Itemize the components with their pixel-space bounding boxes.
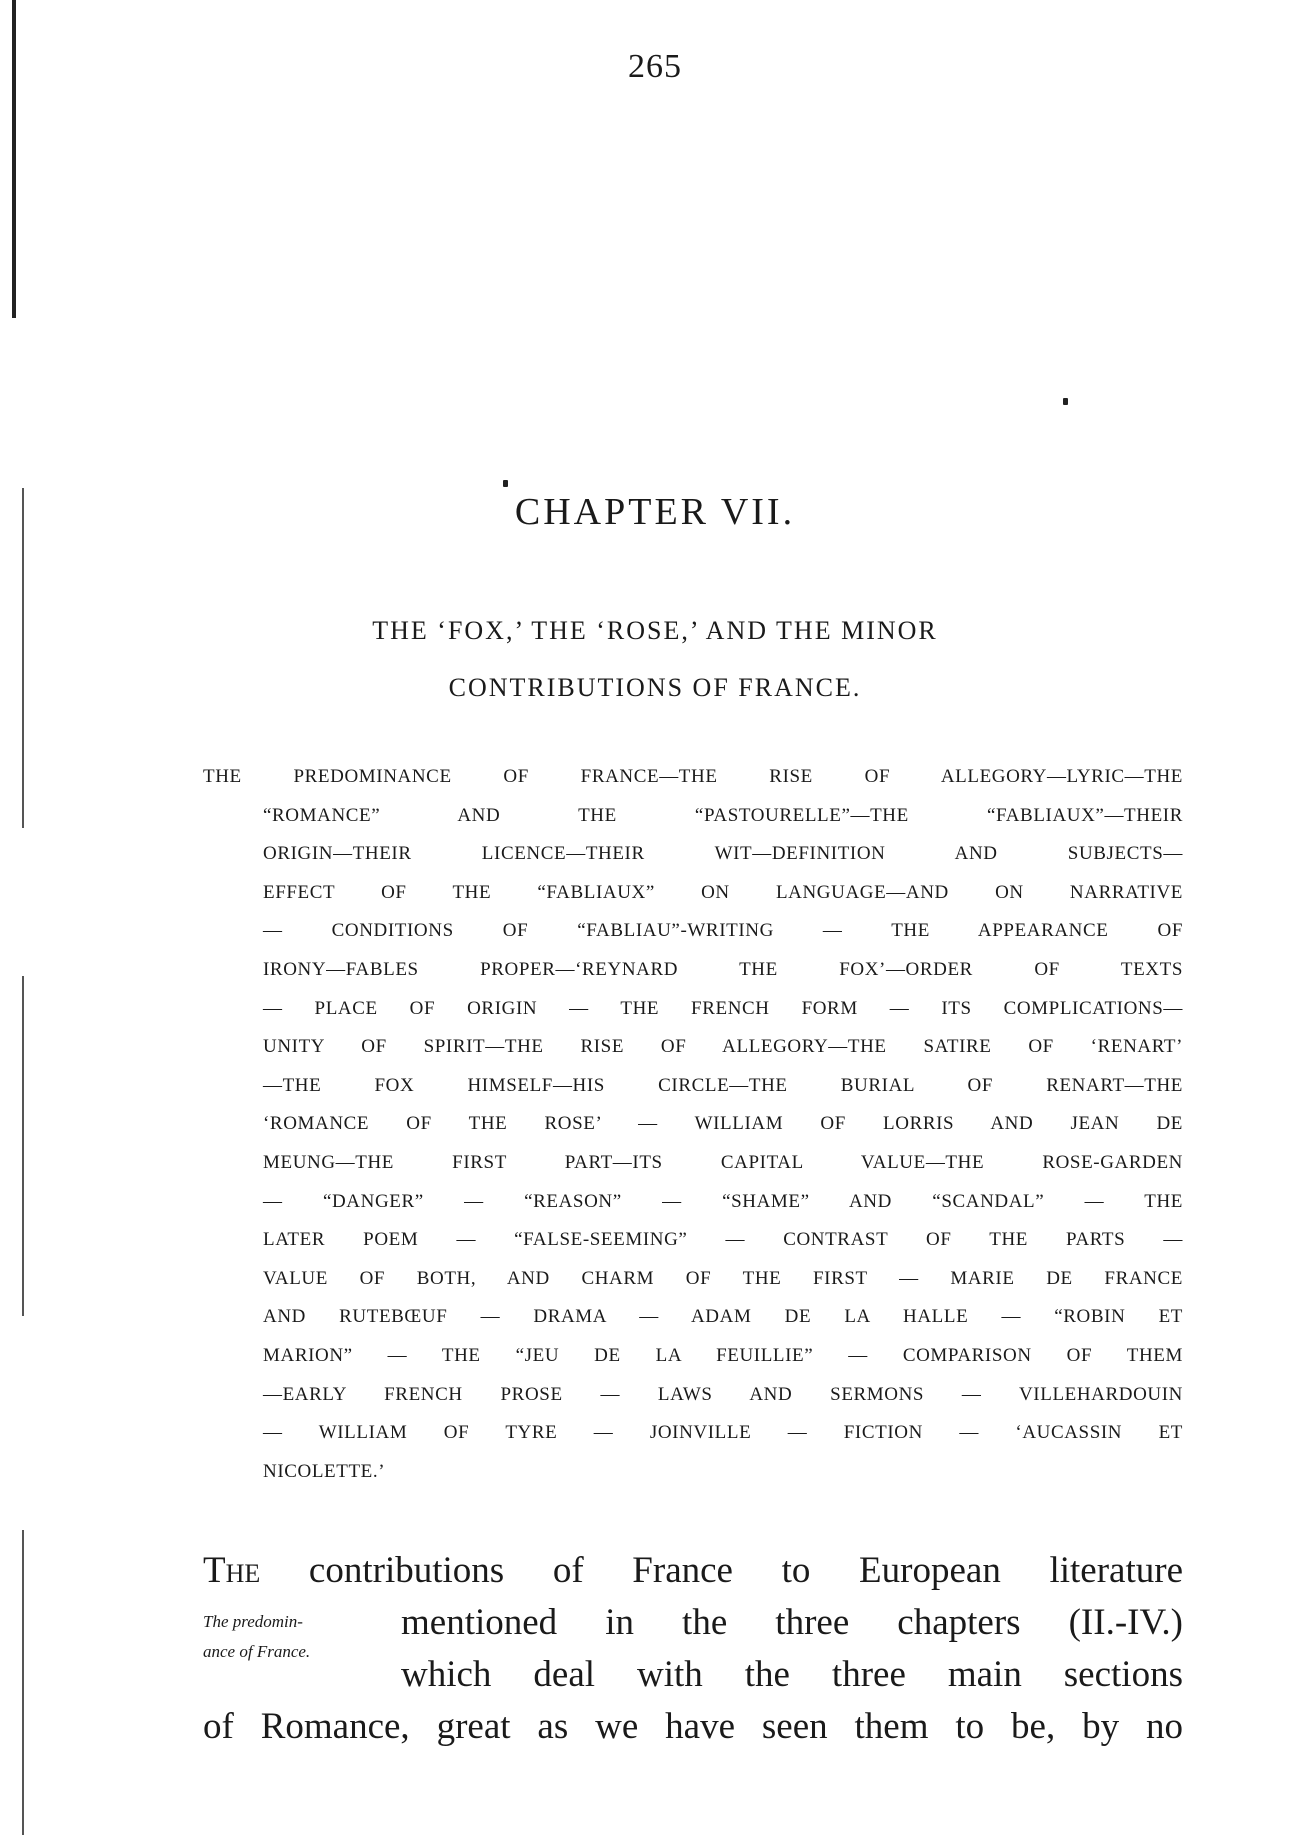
body-line: of Romance, great as we have seen them to be, by no [203, 1706, 1183, 1747]
margin-note-line: ance of France. [203, 1642, 311, 1661]
chapter-subtitle-line: THE ‘FOX,’ THE ‘ROSE,’ AND THE MINOR [372, 616, 938, 645]
body-line: mentioned in the three chapters (II.-IV.) [401, 1602, 1183, 1643]
synopsis-line: LATER POEM — “FALSE-SEEMING” — CONTRAST OF THE PARTS — [263, 1229, 1183, 1251]
ink-speck [1063, 398, 1068, 405]
margin-note-line: The predomin- [203, 1612, 303, 1631]
ink-speck [503, 480, 508, 487]
synopsis-line: MEUNG—THE FIRST PART—ITS CAPITAL VALUE—THE ROSE-GARDEN [263, 1151, 1183, 1173]
synopsis-line: — CONDITIONS OF “FABLIAU”-WRITING — THE APPEARANCE OF [263, 920, 1183, 942]
synopsis-line: — “DANGER” — “REASON” — “SHAME” AND “SCANDAL” — THE [263, 1190, 1183, 1212]
synopsis-line: NICOLETTE.’ [263, 1460, 386, 1482]
synopsis-line: “ROMANCE” AND THE “PASTOURELLE”—THE “FABLIAUX”—THEIR [263, 804, 1183, 826]
synopsis-line: IRONY—FABLES PROPER—‘REYNARD THE FOX’—ORDER OF TEXTS [263, 958, 1183, 980]
page-number: 265 [628, 48, 682, 85]
chapter-title: CHAPTER VII. [514, 491, 796, 533]
synopsis-line: —THE FOX HIMSELF—HIS CIRCLE—THE BURIAL OF RENART—THE [263, 1074, 1183, 1096]
synopsis-line: ‘ROMANCE OF THE ROSE’ — WILLIAM OF LORRIS AND JEAN DE [263, 1113, 1183, 1135]
scan-edge-middle [22, 976, 24, 1316]
synopsis-line: ORIGIN—THEIR LICENCE—THEIR WIT—DEFINITION AND SUBJECTS— [263, 843, 1183, 865]
synopsis-line: —EARLY FRENCH PROSE — LAWS AND SERMONS — VILLEHARDOUIN [263, 1383, 1183, 1405]
synopsis-line: MARION” — THE “JEU DE LA FEUILLIE” — COMPARISON OF THEM [263, 1344, 1183, 1366]
body-paragraph [203, 1545, 1183, 1753]
synopsis-line: — PLACE OF ORIGIN — THE FRENCH FORM — ITS COMPLICATIONS— [263, 997, 1183, 1019]
synopsis-line: VALUE OF BOTH, AND CHARM OF THE FIRST — MARIE DE FRANCE [263, 1267, 1183, 1289]
lead-word: The [203, 1550, 261, 1591]
body-line-text: contributions of France to European literature [308, 1550, 1184, 1591]
scan-edge-lower [22, 1530, 24, 1835]
chapter-synopsis [203, 758, 1183, 1491]
body-line: which deal with the three main sections [401, 1654, 1183, 1695]
body-line [203, 1545, 1183, 1597]
synopsis-line: — WILLIAM OF TYRE — JOINVILLE — FICTION — ‘AUCASSIN ET [263, 1422, 1183, 1444]
margin-note [203, 1612, 310, 1662]
chapter-subtitle [0, 602, 1310, 716]
synopsis-line: THE PREDOMINANCE OF FRANCE—THE RISE OF ALLEGORY—LYRIC—THE [203, 766, 1183, 787]
synopsis-line: EFFECT OF THE “FABLIAUX” ON LANGUAGE—AND ON NARRATIVE [263, 881, 1183, 903]
synopsis-line: AND RUTEBŒUF — DRAMA — ADAM DE LA HALLE — “ROBIN ET [263, 1306, 1183, 1328]
synopsis-line: UNITY OF SPIRIT—THE RISE OF ALLEGORY—THE SATIRE OF ‘RENART’ [263, 1036, 1183, 1058]
chapter-subtitle-line: CONTRIBUTIONS OF FRANCE. [448, 673, 862, 702]
